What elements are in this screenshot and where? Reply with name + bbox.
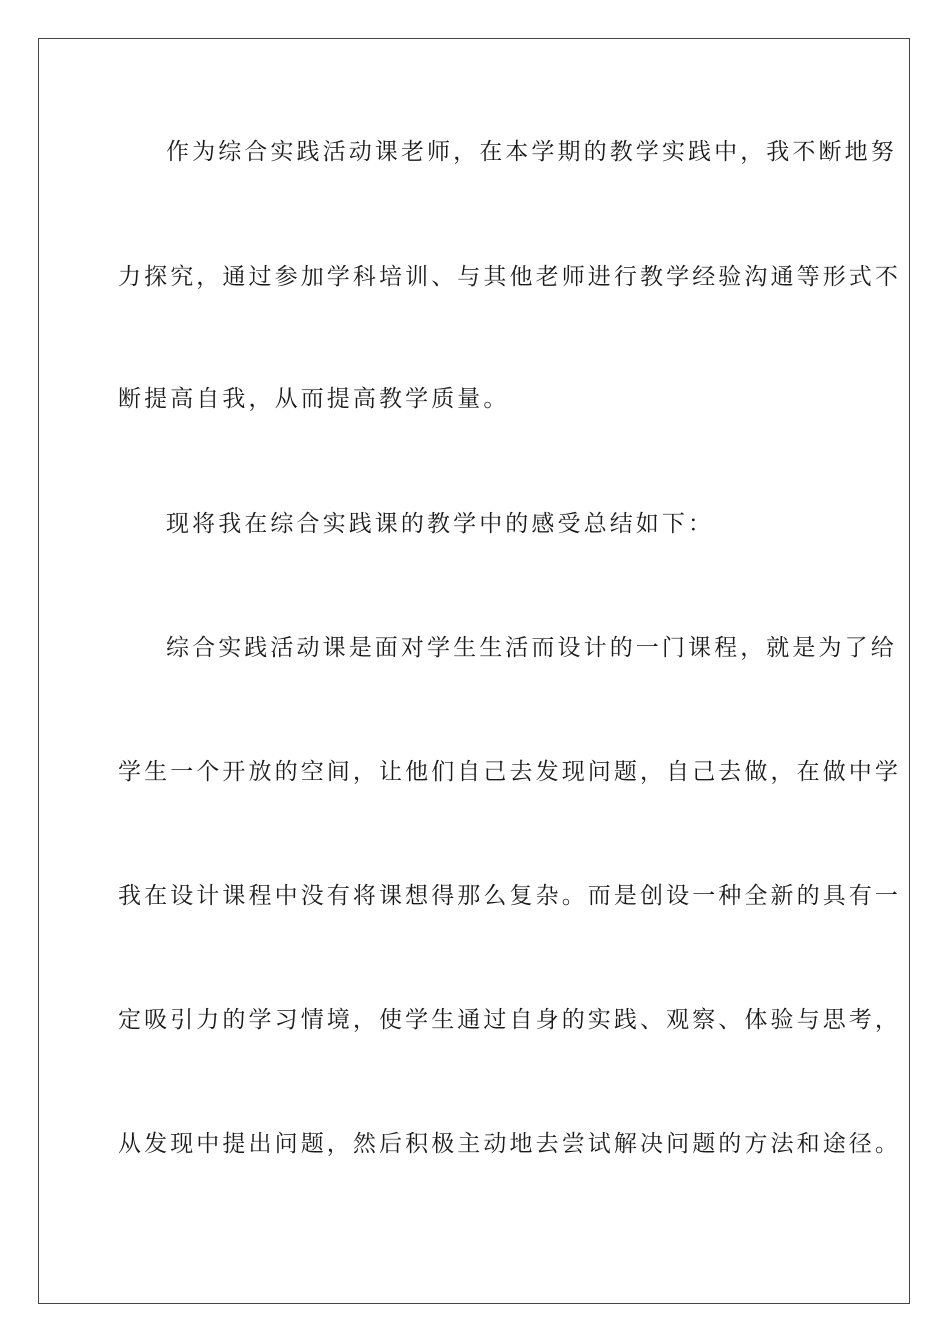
paragraph-1-line-2: 力探究，通过参加学科培训、与其他老师进行教学经验沟通等形式不 <box>118 264 901 290</box>
paragraph-1-line-1: 作为综合实践活动课老师，在本学期的教学实践中，我不断地努 <box>166 139 897 165</box>
paragraph-3-line-4: 定吸引力的学习情境，使学生通过自身的实践、观察、体验与思考， <box>118 1007 901 1033</box>
paragraph-3-line-5: 从发现中提出问题，然后积极主动地去尝试解决问题的方法和途径。 <box>118 1131 901 1157</box>
paragraph-3-line-1: 综合实践活动课是面对学生生活而设计的一门课程，就是为了给 <box>166 635 897 661</box>
paragraph-3-line-3: 我在设计课程中没有将课想得那么复杂。而是创设一种全新的具有一 <box>118 883 901 909</box>
paragraph-2-line-1: 现将我在综合实践课的教学中的感受总结如下： <box>166 511 715 537</box>
page-border <box>38 38 910 1304</box>
paragraph-1-line-3: 断提高自我，从而提高教学质量。 <box>118 386 510 412</box>
paragraph-3-line-2: 学生一个开放的空间，让他们自己去发现问题，自己去做，在做中学 <box>118 759 901 785</box>
